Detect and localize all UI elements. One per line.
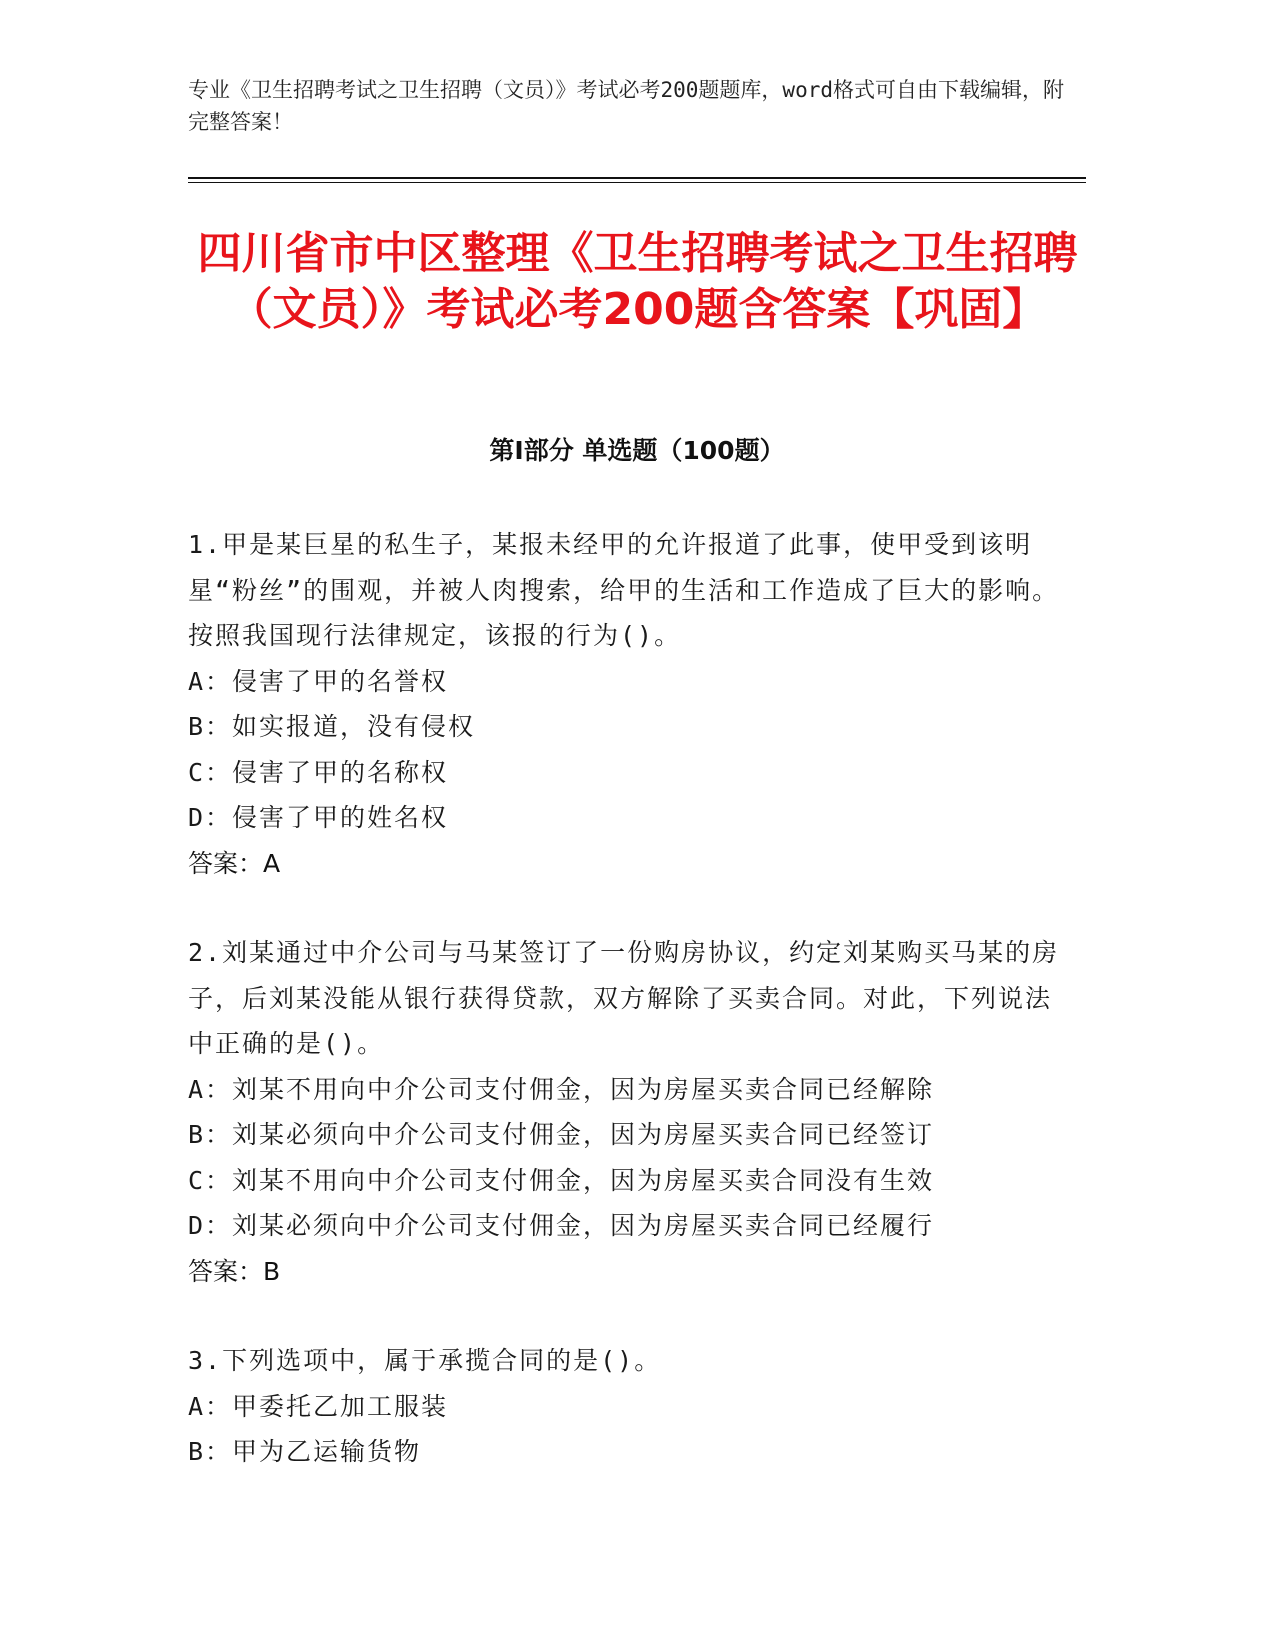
- option-d: D：刘某必须向中介公司支付佣金，因为房屋买卖合同已经履行: [188, 1211, 935, 1240]
- question-1: [188, 522, 1068, 886]
- question-list: [188, 522, 1068, 1519]
- question-stem: 2.刘某通过中介公司与马某签订了一份购房协议，约定刘某购买马某的房子，后刘某没能从银行获得贷款，双方解除了买卖合同。对此，下列说法中正确的是()。: [188, 938, 1060, 1058]
- question-3: [188, 1338, 1068, 1475]
- option-c: C：刘某不用向中介公司支付佣金，因为房屋买卖合同没有生效: [188, 1165, 935, 1195]
- section-heading: 第I部分 单选题（100题）: [489, 436, 785, 465]
- option-d: D：侵害了甲的姓名权: [188, 803, 449, 832]
- question-2: [188, 930, 1068, 1294]
- question-stem: 3.下列选项中，属于承揽合同的是()。: [188, 1346, 662, 1375]
- option-b: B：刘某必须向中介公司支付佣金，因为房屋买卖合同已经签订: [188, 1120, 935, 1149]
- document-title: 四川省市中区整理《卫生招聘考试之卫生招聘（文员）》考试必考200题含答案【巩固】: [197, 228, 1078, 335]
- answer: 答案：B: [188, 1256, 281, 1286]
- option-a: A：甲委托乙加工服装: [188, 1391, 449, 1421]
- option-a: A：刘某不用向中介公司支付佣金，因为房屋买卖合同已经解除: [188, 1074, 935, 1104]
- header-divider-thin: [188, 182, 1086, 183]
- header-note: 专业《卫生招聘考试之卫生招聘（文员）》考试必考200题题库，word格式可自由下载编辑，附完整答案！: [188, 78, 1064, 134]
- option-b: B：如实报道，没有侵权: [188, 712, 476, 741]
- header-divider-thick: [188, 177, 1086, 179]
- option-a: A：侵害了甲的名誉权: [188, 666, 449, 696]
- question-stem: 1.甲是某巨星的私生子，某报未经甲的允许报道了此事，使甲受到该明星“粉丝”的围观，并被人肉搜索，给甲的生活和工作造成了巨大的影响。按照我国现行法律规定，该报的行为()。: [188, 530, 1060, 650]
- option-b: B：甲为乙运输货物: [188, 1437, 422, 1466]
- answer: 答案：A: [188, 848, 281, 878]
- option-c: C：侵害了甲的名称权: [188, 757, 449, 787]
